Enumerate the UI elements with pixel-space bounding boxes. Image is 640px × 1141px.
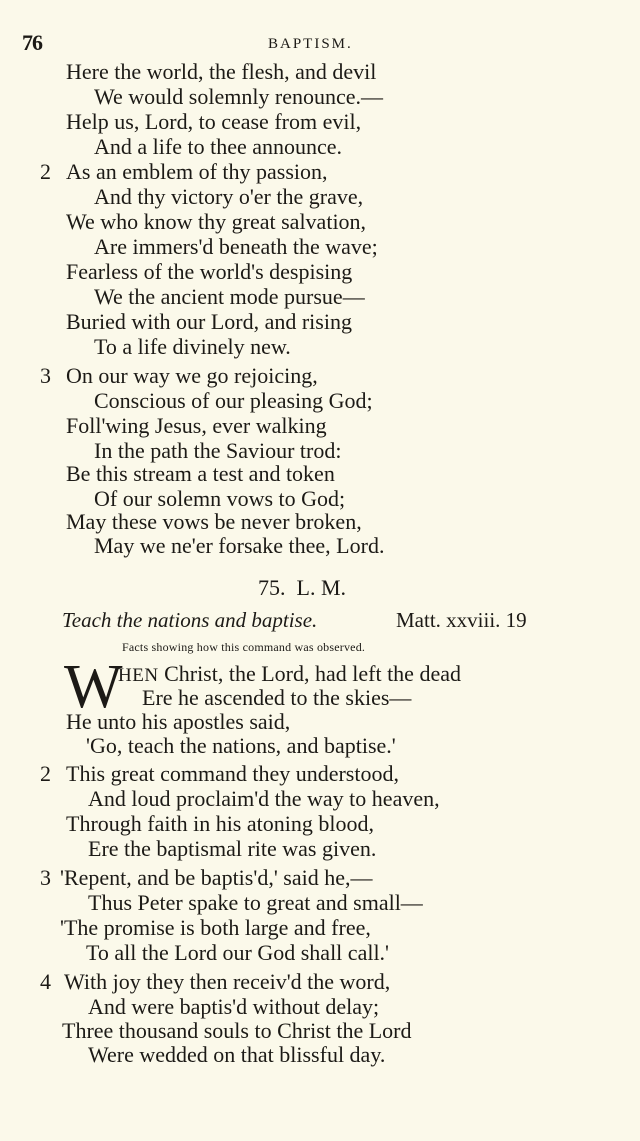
verse-line: Foll'wing Jesus, ever walking xyxy=(66,413,327,438)
verse-line: 'Repent, and be baptis'd,' said he,— xyxy=(60,865,373,890)
verse-line: Here the world, the flesh, and devil xyxy=(66,59,377,84)
verse-line: Conscious of our pleasing God; xyxy=(94,388,373,413)
verse-line: And loud proclaim'd the way to heaven, xyxy=(88,786,440,811)
verse-line: And were baptis'd without delay; xyxy=(88,994,380,1019)
verse-line: 'Go, teach the nations, and baptise.' xyxy=(86,733,396,758)
verse-line: Help us, Lord, to cease from evil, xyxy=(66,109,362,134)
verse-number: 2 xyxy=(40,761,51,786)
verse-line: Thus Peter spake to great and small— xyxy=(88,890,423,915)
verse-line: This great command they understood, xyxy=(66,761,399,786)
drop-cap: W xyxy=(64,653,123,721)
running-head: BAPTISM. xyxy=(268,36,353,52)
verse-number: 3 xyxy=(40,865,51,890)
hymn-heading xyxy=(258,575,346,601)
verse-line: In the path the Saviour trod: xyxy=(94,438,342,463)
verse-line: Are immers'd beneath the wave; xyxy=(94,234,378,259)
verse-line: Three thousand souls to Christ the Lord xyxy=(62,1018,412,1043)
verse-number: 4 xyxy=(40,969,51,994)
verse-line: Through faith in his atoning blood, xyxy=(66,811,374,836)
verse-line: Of our solemn vows to God; xyxy=(94,486,346,511)
scripture-reference: Matt. xxviii. 19 xyxy=(396,608,527,632)
verse-line: Were wedded on that blissful day. xyxy=(88,1042,386,1067)
verse-line: Ere he ascended to the skies— xyxy=(142,685,412,710)
verse-line: Fearless of the world's despising xyxy=(66,259,353,284)
verse-line: And a life to thee announce. xyxy=(94,134,343,159)
verse-line: To a life divinely new. xyxy=(94,334,291,359)
verse-line: We who know thy great salvation, xyxy=(66,209,367,234)
verse-line: Ere the baptismal rite was given. xyxy=(88,836,377,861)
verse-line: And thy victory o'er the grave, xyxy=(94,184,364,209)
page-number: 76 xyxy=(22,30,42,55)
verse-line: We the ancient mode pursue— xyxy=(94,284,365,309)
verse-line: We would solemnly renounce.— xyxy=(94,84,384,109)
hymn-subject: Teach the nations and baptise. xyxy=(62,608,318,632)
verse-line: On our way we go rejoicing, xyxy=(66,363,318,388)
verse-line: He unto his apostles said, xyxy=(66,709,291,734)
first-line-rest: Christ, the Lord, had left the dead xyxy=(158,661,461,686)
verse-number: 2 xyxy=(40,159,51,184)
verse-line: May we ne'er forsake thee, Lord. xyxy=(94,533,385,558)
verse-line: With joy they then receiv'd the word, xyxy=(64,969,391,994)
hymn-number: 75. xyxy=(258,575,286,600)
verse-line: 'The promise is both large and free, xyxy=(60,915,371,940)
verse-line: May these vows be never broken, xyxy=(66,509,362,534)
first-word-caps: HEN xyxy=(118,665,159,686)
verse-number: 3 xyxy=(40,363,51,388)
hymn-meter: L. M. xyxy=(296,575,346,600)
hymn-note: Facts showing how this command was observed. xyxy=(122,640,366,654)
verse-line: As an emblem of thy passion, xyxy=(66,159,328,184)
verse-line: Buried with our Lord, and rising xyxy=(66,309,352,334)
verse-line: Be this stream a test and token xyxy=(66,461,335,486)
verse-line: To all the Lord our God shall call.' xyxy=(86,940,390,965)
hymn-subject-line xyxy=(62,608,527,633)
